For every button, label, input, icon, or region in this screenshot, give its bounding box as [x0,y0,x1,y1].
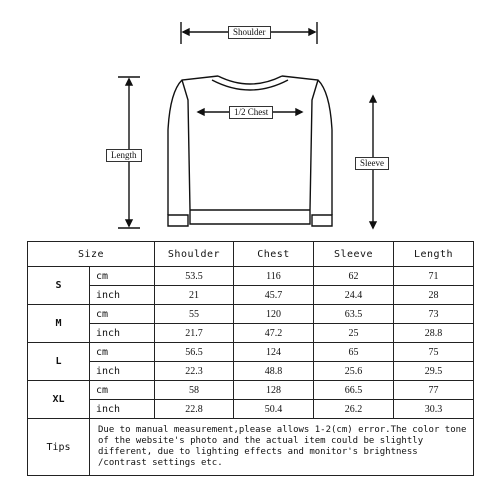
table-row [28,305,474,324]
table-row [28,400,474,419]
header-shoulder: Shoulder [155,242,234,267]
sleeve-cell: 24.4 [314,286,394,305]
chest-cell: 47.2 [234,324,314,343]
size-diagram [0,0,500,235]
tips-text: Due to manual measurement,please allows 1-2(cm) error.The color tone of the website's photo and the actual item could be slightly different, due to lighting effects and monitor's brightness /contrast settings etc. [90,419,474,476]
size-cell: M [28,305,90,343]
header-length: Length [394,242,474,267]
header-chest: Chest [234,242,314,267]
length-cell: 29.5 [394,362,474,381]
sleeve-cell: 65 [314,343,394,362]
shoulder-cell: 22.8 [155,400,234,419]
length-cell: 28 [394,286,474,305]
sleeve-cell: 66.5 [314,381,394,400]
table-row [28,324,474,343]
table-row [28,286,474,305]
chest-cell: 120 [234,305,314,324]
chest-cell: 50.4 [234,400,314,419]
header-row [28,242,474,267]
tips-label: Tips [28,419,90,476]
header-sleeve: Sleeve [314,242,394,267]
unit-cell: cm [90,343,155,362]
unit-cell: inch [90,286,155,305]
chest-label: 1/2 Chest [229,106,273,119]
size-table [27,241,474,476]
length-label: Length [106,149,142,162]
chest-cell: 116 [234,267,314,286]
chest-cell: 128 [234,381,314,400]
table-row [28,362,474,381]
unit-cell: inch [90,362,155,381]
length-cell: 28.8 [394,324,474,343]
length-cell: 30.3 [394,400,474,419]
sleeve-cell: 62 [314,267,394,286]
sleeve-cell: 25 [314,324,394,343]
length-cell: 75 [394,343,474,362]
chest-cell: 124 [234,343,314,362]
tips-row [28,419,474,476]
length-cell: 73 [394,305,474,324]
shoulder-cell: 21.7 [155,324,234,343]
size-cell: XL [28,381,90,419]
length-cell: 77 [394,381,474,400]
table-row [28,343,474,362]
header-size: Size [28,242,155,267]
shoulder-cell: 58 [155,381,234,400]
unit-cell: cm [90,305,155,324]
size-cell: L [28,343,90,381]
sleeve-cell: 63.5 [314,305,394,324]
sleeve-cell: 25.6 [314,362,394,381]
shoulder-label: Shoulder [228,26,271,39]
shoulder-cell: 55 [155,305,234,324]
table-row [28,381,474,400]
table-row [28,267,474,286]
shoulder-cell: 56.5 [155,343,234,362]
unit-cell: inch [90,324,155,343]
unit-cell: cm [90,381,155,400]
shoulder-cell: 53.5 [155,267,234,286]
shoulder-cell: 22.3 [155,362,234,381]
size-cell: S [28,267,90,305]
unit-cell: inch [90,400,155,419]
unit-cell: cm [90,267,155,286]
length-cell: 71 [394,267,474,286]
shoulder-cell: 21 [155,286,234,305]
sleeve-cell: 26.2 [314,400,394,419]
chest-cell: 48.8 [234,362,314,381]
chest-cell: 45.7 [234,286,314,305]
sleeve-label: Sleeve [355,157,389,170]
